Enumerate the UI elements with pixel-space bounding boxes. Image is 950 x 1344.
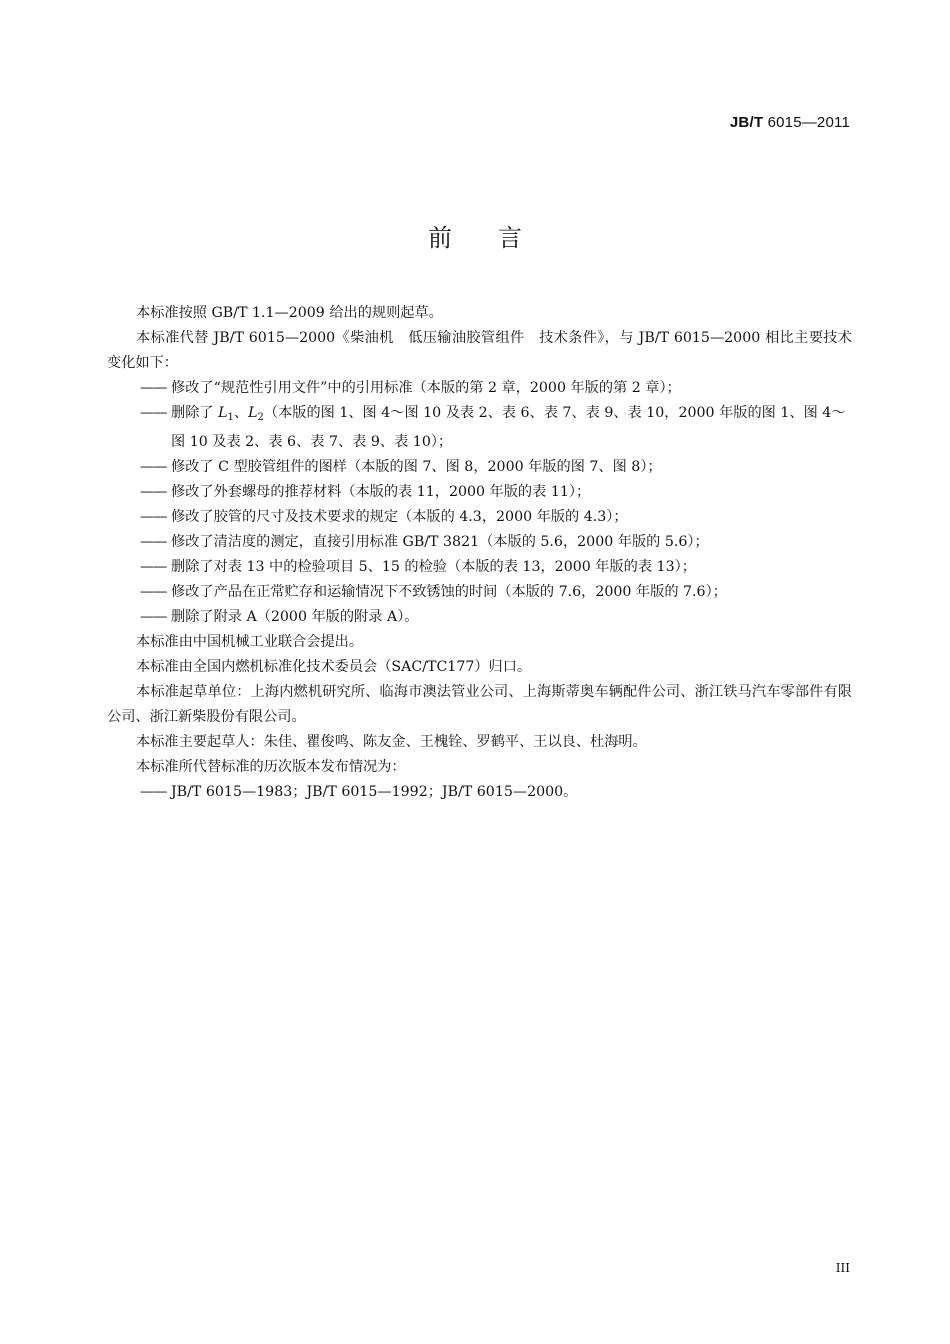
change-item: —— 修改了清洁度的测定，直接引用标准 GB/T 3821（本版的 5.6，2000 年版的 5.6）；	[107, 530, 852, 555]
page-number: III	[835, 1261, 850, 1275]
change-item: —— 删除了附录 A（2000 年版的附录 A）。	[107, 605, 852, 630]
paragraph-drafting-units: 本标准起草单位：上海内燃机研究所、临海市澳法管业公司、上海斯蒂奥车辆配件公司、浙江铁马汽车零部件有限公司、浙江新柴股份有限公司。	[107, 684, 852, 725]
paragraph-proposer: 本标准由中国机械工业联合会提出。	[136, 634, 364, 650]
dash-mark: ——	[140, 380, 167, 396]
dash-mark: ——	[140, 405, 167, 421]
dash-mark: ——	[140, 784, 167, 800]
change-item: —— 删除了对表 13 中的检验项目 5、15 的检验（本版的表 13，2000 年版的表 13）；	[107, 555, 852, 580]
dash-mark: ——	[140, 609, 167, 625]
dash-mark: ——	[140, 534, 167, 550]
paragraph-technical-committee: 本标准由全国内燃机标准化技术委员会（SAC/TC177）归口。	[136, 659, 532, 675]
change-item: —— 修改了产品在正常贮存和运输情况下不致锈蚀的时间（本版的 7.6，2000 年版的 7.6）；	[107, 580, 852, 605]
paragraph-drafters: 本标准主要起草人：朱佳、瞿俊鸣、陈友金、王槐铨、罗鹤平、王以良、杜海明。	[136, 734, 647, 750]
dash-mark: ——	[140, 584, 167, 600]
dash-mark: ——	[140, 559, 167, 575]
history-item: —— JB/T 6015—1983；JB/T 6015—1992；JB/T 6015—2000。	[107, 780, 852, 805]
paragraph-drafting-rules: 本标准按照 GB/T 1.1—2009 给出的规则起草。	[136, 305, 443, 321]
change-item: —— 修改了外套螺母的推荐材料（本版的表 11，2000 年版的表 11）；	[107, 480, 852, 505]
change-item: —— 修改了胶管的尺寸及技术要求的规定（本版的 4.3，2000 年版的 4.3）；	[107, 505, 852, 530]
paragraph-history-intro: 本标准所代替标准的历次版本发布情况为：	[136, 759, 406, 775]
dash-mark: ——	[140, 484, 167, 500]
change-item: —— 修改了 C 型胶管组件的图样（本版的图 7、图 8，2000 年版的图 7、图 8）；	[107, 455, 852, 480]
standard-code: 6015—2011	[767, 114, 850, 131]
standard-prefix: JB/T	[729, 114, 764, 131]
change-item: —— 删除了 $L_1$、$L_2$（本版的图 1、图 4～图 10 及表 2、表 6、表 7、表 9、表 10，2000 年版的图 1、图 4～图 10 及表 2、表 6、表 7、表 9、表 10）；	[107, 401, 852, 455]
dash-mark: ——	[140, 509, 167, 525]
paragraph-replacement: 本标准代替 JB/T 6015—2000《柴油机 低压输油胶管组件 技术条件》，与 JB/T 6015—2000 相比主要技术变化如下：	[107, 330, 852, 371]
dash-mark: ——	[140, 459, 167, 475]
change-item: —— 修改了“规范性引用文件”中的引用标准（本版的第 2 章，2000 年版的第 2 章）；	[107, 376, 852, 401]
foreword-body	[107, 301, 852, 805]
standard-number	[730, 114, 850, 131]
page-title: 前言	[428, 224, 568, 252]
